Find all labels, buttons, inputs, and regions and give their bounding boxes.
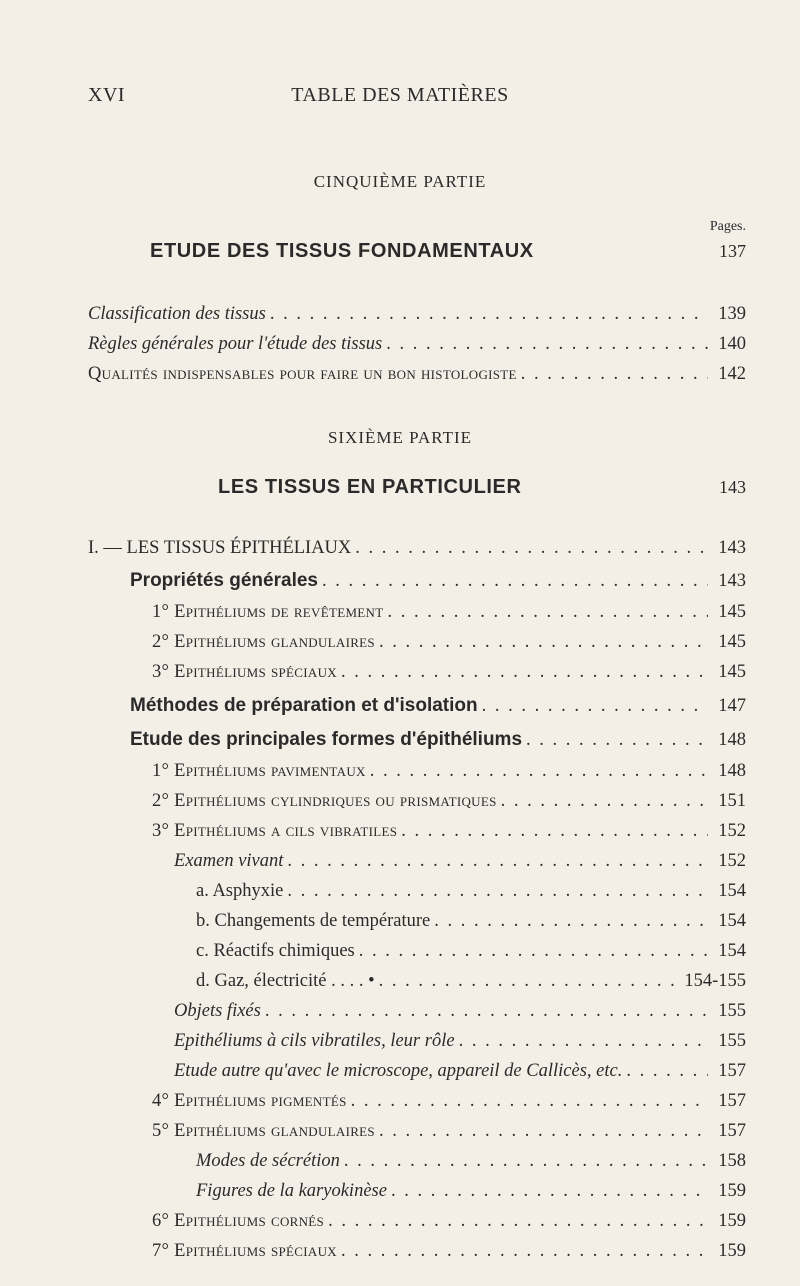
toc-entry-page: 143 (718, 571, 746, 591)
leader-dots (355, 538, 708, 559)
leader-dots (459, 1031, 708, 1052)
toc-entry-page: 139 (718, 304, 746, 324)
toc-entry-page: 151 (718, 791, 746, 811)
leader-dots (351, 1091, 708, 1112)
toc-entry (152, 761, 746, 787)
running-title: TABLE DES MATIÈRES (291, 84, 509, 106)
toc-entry (88, 334, 746, 360)
toc-entry-label: Méthodes de préparation et d'isolation (130, 695, 478, 716)
toc-entry-page: 152 (718, 821, 746, 841)
toc-entry (196, 1181, 746, 1207)
page-number-roman: XVI (88, 84, 126, 106)
toc-entry-page: 154-155 (684, 971, 746, 991)
toc-entry-page: 157 (718, 1121, 746, 1141)
toc-entry (88, 538, 746, 564)
toc-entry (152, 632, 746, 658)
toc-entry-page: 142 (718, 364, 746, 384)
toc-entry-label: Objets fixés (174, 1001, 261, 1021)
toc-entry (152, 1121, 746, 1147)
leader-dots (387, 602, 708, 623)
toc-entry-page: 157 (718, 1091, 746, 1111)
leader-dots (322, 571, 708, 592)
part6-label: SIXIÈME PARTIE (327, 428, 473, 447)
toc-entry (130, 695, 746, 721)
leader-dots (328, 1211, 708, 1232)
leader-dots (501, 791, 708, 812)
leader-dots (370, 761, 708, 782)
toc-entry-label: 7° Epithéliums spéciaux (152, 1241, 337, 1261)
toc-entry-page: 147 (718, 696, 746, 716)
toc-entry-label: 4° Epithéliums pigmentés (152, 1091, 347, 1111)
toc-entry-label: Qualités indispensables pour faire un bon histologiste (88, 364, 517, 384)
pages-column-label: Pages. (709, 219, 746, 234)
leader-dots (526, 730, 708, 751)
toc-entry (174, 1001, 746, 1027)
toc-entry (152, 602, 746, 628)
toc-entry-label: Epithéliums à cils vibratiles, leur rôle (174, 1031, 455, 1051)
toc-entry-page: 158 (718, 1151, 746, 1171)
toc-entry (88, 304, 746, 330)
leader-dots (359, 941, 708, 962)
toc-entry (130, 729, 746, 755)
toc-entry-page: 154 (718, 941, 746, 961)
toc-entry-label: 3° Epithéliums a cils vibratiles (152, 821, 398, 841)
toc-entry-page: 154 (718, 881, 746, 901)
toc-entry-page: 159 (718, 1211, 746, 1231)
leader-dots (379, 632, 708, 653)
leader-dots (341, 1241, 708, 1262)
toc-entry (196, 1151, 746, 1177)
toc-entry-label: Etude autre qu'avec le microscope, appareil de Callicès, etc. (174, 1061, 623, 1081)
leader-dots (344, 1151, 708, 1172)
leader-dots (521, 364, 708, 385)
toc-entry (196, 881, 746, 907)
toc-entry (152, 1091, 746, 1117)
leader-dots (379, 1121, 708, 1142)
toc-entry (152, 1241, 746, 1267)
toc-entry (196, 911, 746, 937)
toc-entry-page: 148 (718, 761, 746, 781)
toc-entry-label: b. Changements de température (196, 911, 431, 931)
toc-entry-page: 145 (718, 632, 746, 652)
toc-entry-label: 1° Epithéliums de revêtement (152, 602, 384, 622)
toc-entry (174, 1061, 746, 1087)
toc-entry-label: Règles générales pour l'étude des tissus (88, 334, 383, 354)
toc-entry-label: 2° Epithéliums glandulaires (152, 632, 375, 652)
toc-entry (196, 941, 746, 967)
toc-entry-label: 2° Epithéliums cylindriques ou prismatiques (152, 791, 497, 811)
toc-entry-label: 6° Epithéliums cornés (152, 1211, 325, 1231)
toc-entry-label: I. — LES TISSUS ÉPITHÉLIAUX (88, 538, 352, 558)
leader-dots (626, 1061, 708, 1082)
running-head (0, 84, 800, 108)
toc-entry-label: Etude des principales formes d'épithéliums (130, 729, 523, 750)
toc-entry-label: 5° Epithéliums glandulaires (152, 1121, 375, 1141)
toc-entry-label: c. Réactifs chimiques (196, 941, 355, 961)
toc-entry-page: 159 (718, 1181, 746, 1201)
toc-entry-page: 154 (718, 911, 746, 931)
leader-dots (270, 304, 708, 325)
toc-entry-label: Figures de la karyokinèse (196, 1181, 387, 1201)
toc-entry-label: Classification des tissus (88, 304, 266, 324)
toc-entry-label: Examen vivant (174, 851, 284, 871)
toc-entry-label: Propriétés générales (130, 570, 318, 591)
toc-entry (196, 971, 746, 997)
leader-dots (287, 851, 708, 872)
toc-entry-label: 3° Epithéliums spéciaux (152, 662, 337, 682)
leader-dots (265, 1001, 708, 1022)
toc-entry-page: 157 (718, 1061, 746, 1081)
leader-dots (391, 1181, 708, 1202)
leader-dots (379, 971, 681, 992)
part5-page: 137 (719, 241, 746, 261)
toc-entry (152, 1211, 746, 1237)
part6-title: LES TISSUS EN PARTICULIER (218, 476, 522, 498)
toc-entry (152, 821, 746, 847)
toc-entry-page: 155 (718, 1001, 746, 1021)
leader-dots (341, 662, 708, 683)
leader-dots (482, 696, 708, 717)
part6-page: 143 (719, 477, 746, 497)
leader-dots (401, 821, 708, 842)
leader-dots (434, 911, 708, 932)
toc-entry-label: a. Asphyxie (196, 881, 284, 901)
toc-entry-label: Modes de sécrétion (196, 1151, 340, 1171)
leader-dots (386, 334, 708, 355)
toc-entry (152, 791, 746, 817)
toc-entry (174, 851, 746, 877)
leader-dots (287, 881, 708, 902)
toc-entry (88, 364, 746, 390)
toc-entry-page: 145 (718, 602, 746, 622)
toc-entry-page: 159 (718, 1241, 746, 1261)
part5-title: ETUDE DES TISSUS FONDAMENTAUX (150, 240, 534, 262)
toc-entry-page: 148 (718, 730, 746, 750)
toc-entry-label: d. Gaz, électricité . . . . • (196, 971, 375, 991)
toc-entry-page: 143 (718, 538, 746, 558)
toc-entry (152, 662, 746, 688)
part5-label: CINQUIÈME PARTIE (313, 172, 487, 191)
toc-entry-page: 140 (718, 334, 746, 354)
toc-entry-label: 1° Epithéliums pavimentaux (152, 761, 366, 781)
toc-entry-page: 155 (718, 1031, 746, 1051)
toc-entry-page: 152 (718, 851, 746, 871)
toc-entry (130, 570, 746, 596)
toc-entry-page: 145 (718, 662, 746, 682)
toc-entry (174, 1031, 746, 1057)
